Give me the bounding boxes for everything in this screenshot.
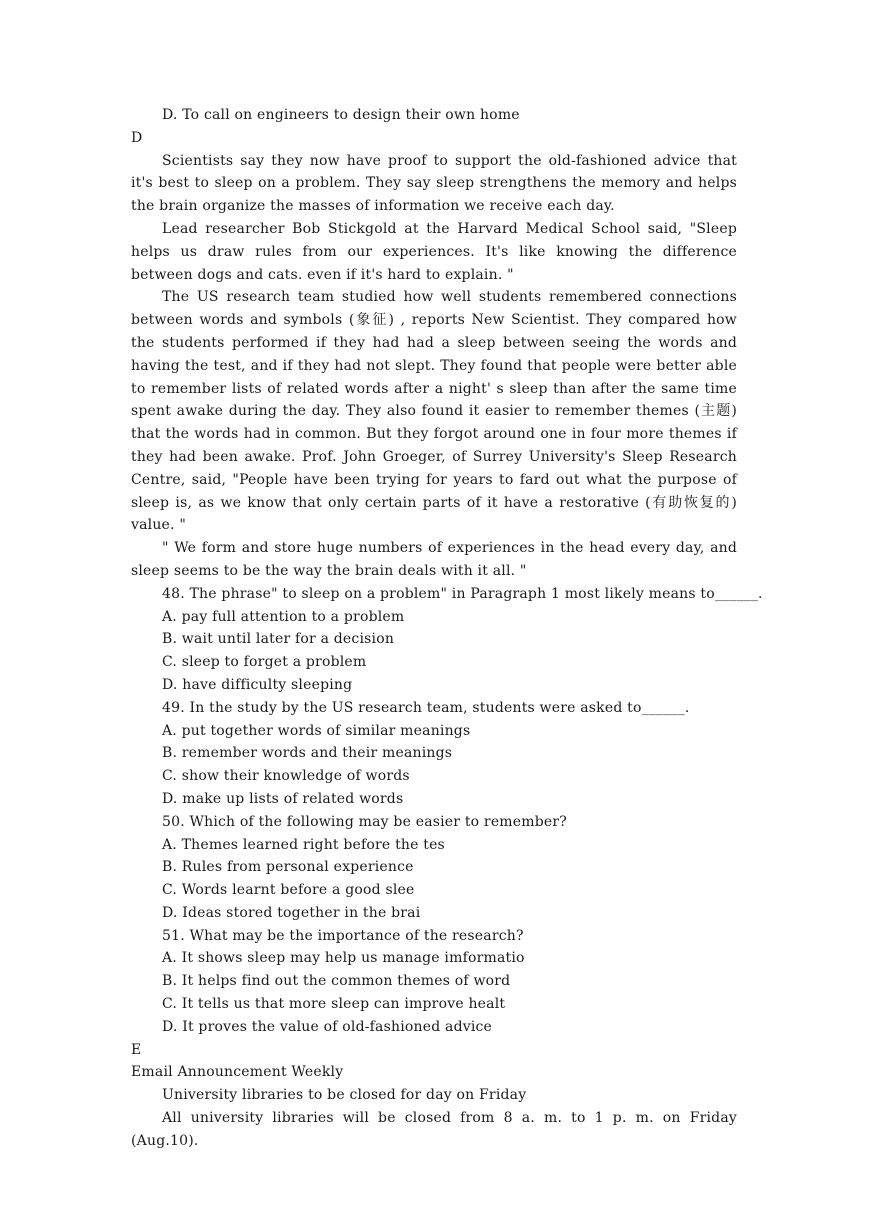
question-48-option-c: C. sleep to forget a problem <box>162 654 367 671</box>
question-50-option-a: A. Themes learned right before the tes <box>162 836 445 853</box>
question-49-option-c: C. show their knowledge of words <box>162 768 410 785</box>
passage-paragraph-1: Scientists say they now have proof to support the old-fashioned advice that it's best to sleep on a problem. They say sleep strengthens the memory and helps the brain organize the masses of information we receive each day. <box>131 152 737 215</box>
question-49-option-d: D. make up lists of related words <box>162 790 404 807</box>
question-48-option-b: B. wait until later for a decision <box>162 631 395 648</box>
question-50-stem: 50. Which of the following may be easier to remember? <box>162 813 567 830</box>
prev-question-option-d: D. To call on engineers to design their own home <box>162 107 520 123</box>
passage-paragraph-3: The US research team studied how well students remembered connections between words and symbols (象征) , reports New Scientist. They compared how the students performed if they had had a sleep between seeing the words and having the test, and if they had not slept. They found that people were better able to remember lists of related words after a night' s sleep than after the same time spent awake during the day. They also found it easier to remember themes (主题) that the words had in common. But they forgot around one in four more themes if they had been awake. Prof. John Groeger, of Surrey University's Sleep Research Centre, said, "People have been trying for years to fard out what the purpose of sleep is, as we know that only certain parts of it have a restorative (有助恢复的) value. " <box>131 289 737 534</box>
section-e-label: E <box>131 1041 142 1058</box>
document-body <box>131 104 763 1153</box>
question-49-option-a: A. put together words of similar meanings <box>162 722 471 739</box>
announcement-subheading: University libraries to be closed for day on Friday <box>162 1087 527 1104</box>
question-51-option-d: D. It proves the value of old-fashioned advice <box>162 1018 493 1035</box>
question-50-option-c: C. Words learnt before a good slee <box>162 882 415 899</box>
announcement-body: All university libraries will be closed from 8 a. m. to 1 p. m. on Friday (Aug.10). <box>131 1110 737 1149</box>
question-50-option-b: B. Rules from personal experience <box>162 859 414 876</box>
question-49-stem: 49. In the study by the US research team, students were asked to______. <box>162 699 690 716</box>
section-d-label: D <box>131 129 143 146</box>
question-49-option-b: B. remember words and their meanings <box>162 745 453 762</box>
question-48-option-a: A. pay full attention to a problem <box>162 608 405 625</box>
question-48-stem: 48. The phrase" to sleep on a problem" in Paragraph 1 most likely means to______. <box>162 585 763 602</box>
passage-paragraph-4: " We form and store huge numbers of experiences in the head every day, and sleep seems to be the way the brain deals with it all. " <box>131 540 737 579</box>
question-51-stem: 51. What may be the importance of the research? <box>162 927 524 944</box>
email-announcement-heading: Email Announcement Weekly <box>131 1064 344 1081</box>
question-48-option-d: D. have difficulty sleeping <box>162 676 353 693</box>
question-51-option-a: A. It shows sleep may help us manage imformatio <box>162 950 525 967</box>
question-50-option-d: D. Ideas stored together in the brai <box>162 904 421 921</box>
passage-paragraph-2: Lead researcher Bob Stickgold at the Harvard Medical School said, "Sleep helps us draw rules from our experiences. It's like knowing the difference between dogs and cats. even if it's hard to explain. " <box>131 220 737 283</box>
question-51-option-b: B. It helps find out the common themes of word <box>162 973 511 990</box>
question-51-option-c: C. It tells us that more sleep can improve healt <box>162 996 506 1013</box>
